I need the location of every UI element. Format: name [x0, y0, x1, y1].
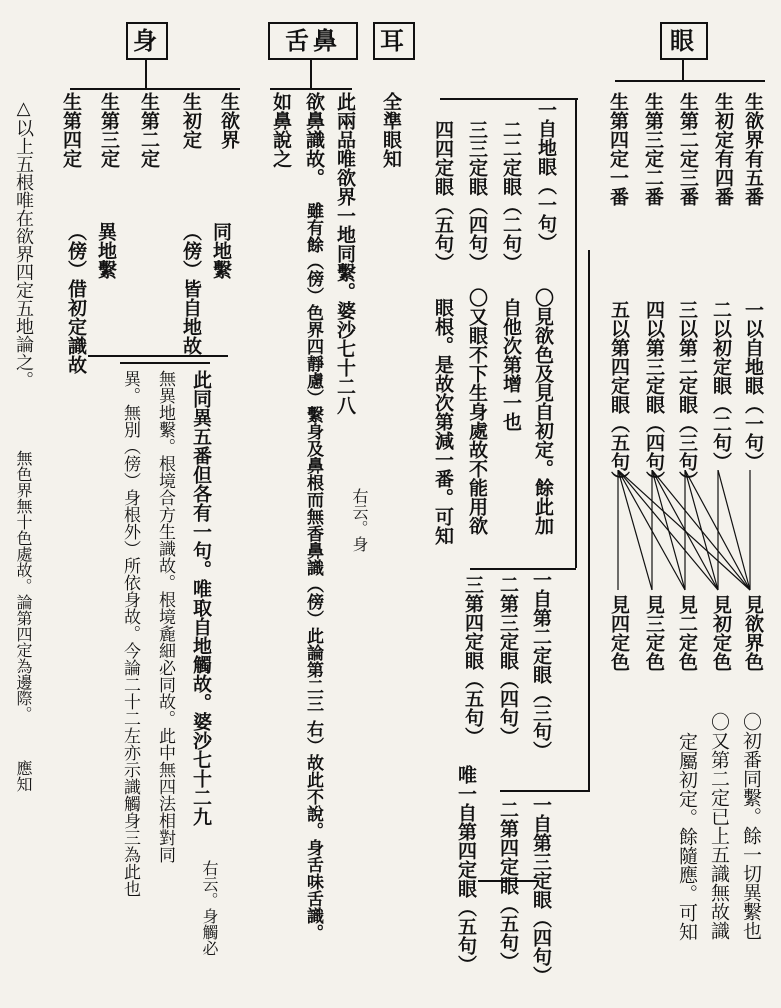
- body-mid-line: [88, 355, 228, 357]
- eye-round4-1: 一自第三定眼（四句）: [530, 795, 552, 985]
- eye-level-3: 生第二定三番: [677, 92, 699, 206]
- eye-round3-1: 一自第二定眼（三句）: [530, 570, 552, 760]
- eye-round2-3: 三三定眼（四句）: [466, 120, 488, 272]
- body-level-5: 生第四定: [60, 92, 82, 168]
- body-level-4: 生第三定: [98, 92, 120, 168]
- heading-nose-tongue: 舌鼻: [268, 22, 358, 60]
- eye-color-1: 見欲界色: [742, 595, 764, 671]
- body-c1: 此同異五番但各有一句。唯取自地觸故。婆沙七十二九: [190, 370, 212, 826]
- nose-col-2c: 右）故此不說。身舌味舌識。: [303, 720, 323, 941]
- eye-round2-note-4: 眼根。是故次第減一番。可知: [432, 298, 454, 545]
- eye-note-3: 定屬初定。餘隨應。可知: [676, 732, 698, 941]
- r4-bracket: [500, 790, 590, 792]
- nose-col-1: 此兩品唯欲界一地同繫。婆沙七十二八: [334, 92, 356, 415]
- footnote-1b: 無色界無十色處故。論第四定為邊際。: [14, 450, 33, 722]
- eye-round4-2: 二第四定眼（五句）: [497, 800, 519, 971]
- body-c1b: 右云。身觸必: [200, 860, 219, 956]
- eye-round2-note-2: 自他次第增一也: [500, 298, 522, 431]
- eye-top-stem: [682, 58, 684, 80]
- nose-col-2b: 雖有餘（傍）色界四靜慮）繫身及鼻根而無香鼻識（傍）此論第二三: [303, 202, 323, 712]
- eye-round2-note-1: 〇見欲色及見自初定。餘此加: [532, 288, 554, 535]
- eye-level-5: 生第四定一番: [607, 92, 629, 206]
- nose-col-2: 欲鼻識故。: [303, 92, 325, 187]
- footnote-1c: 應知: [14, 760, 33, 792]
- body-top-stem: [145, 58, 147, 88]
- body-top-line: [70, 88, 240, 90]
- body-same: 同地繫: [210, 222, 232, 279]
- r2-bracket: [440, 98, 578, 100]
- eye-round5: 唯一自第四定眼（五句）: [455, 765, 477, 974]
- eye-color-5: 見四定色: [608, 595, 630, 671]
- eye-round2-1: 一自地眼（一句）: [535, 100, 557, 252]
- footnote-1: △以上五根唯在欲界四定五地論之。: [13, 98, 34, 389]
- body-diff: 異地繫: [95, 222, 117, 279]
- nose-top-line: [270, 88, 352, 90]
- body-level-2: 生初定: [180, 92, 202, 149]
- body-diff-note: （傍）借初定識故: [65, 222, 87, 374]
- eye-level-2: 生初定有四番: [712, 92, 734, 206]
- heading-body: 身: [126, 22, 168, 60]
- eye-round1-1: 一以自地眼（一句）: [742, 300, 764, 471]
- eye-round2-note-3: 〇又眼不下生身處故不能用欲: [466, 288, 488, 535]
- eye-color-2: 見初定色: [710, 595, 732, 671]
- ear-text: 全準眼知: [380, 92, 402, 168]
- eye-round2-2: 二二定眼（二句）: [500, 120, 522, 272]
- r3-bracket: [470, 568, 576, 570]
- heading-eye: 眼: [660, 22, 708, 60]
- body-bottom-line: [120, 362, 210, 364]
- eye-top-line: [615, 80, 765, 82]
- nose-top-stem: [310, 58, 312, 88]
- nose-col-1b: 右云。身: [350, 488, 369, 552]
- body-c3: 異。無別（傍）身根外）所依身故。今論二十二左亦示識觸身三為此也: [120, 370, 140, 897]
- eye-note-2: 〇又第二定已上五識無故識: [708, 712, 730, 940]
- eye-color-4: 見三定色: [643, 595, 665, 671]
- eye-round1-5: 五以第四定眼（五句）: [608, 300, 630, 490]
- eye-note-1: 〇初番同繫。餘一切異繫也: [740, 712, 762, 940]
- body-same-note: （傍）皆自地故: [180, 222, 202, 355]
- eye-round3-2: 二第三定眼（四句）: [497, 575, 519, 746]
- r4-vline: [588, 250, 590, 790]
- nose-col-3: 如鼻說之: [270, 92, 292, 168]
- eye-level-1: 生欲界有五番: [742, 92, 764, 206]
- eye-level-4: 生第三定二番: [642, 92, 664, 206]
- eye-round1-2: 二以初定眼（二句）: [710, 300, 732, 471]
- r2-vline: [575, 98, 577, 568]
- body-level-1: 生欲界: [218, 92, 240, 149]
- body-level-3: 生第二定: [138, 92, 160, 168]
- eye-crossing-lines: [600, 470, 760, 595]
- heading-ear: 耳: [373, 22, 415, 60]
- eye-color-3: 見二定色: [676, 595, 698, 671]
- eye-round1-3: 三以第二定眼（三句）: [676, 300, 698, 490]
- eye-round2-4: 四四定眼（五句）: [432, 120, 454, 272]
- body-c2: 無異地繫。根境合方生識故。根境麁細必同故。此中無四法相對同: [155, 370, 175, 863]
- eye-round1-4: 四以第三定眼（四句）: [643, 300, 665, 490]
- eye-round3-3: 三第四定眼（五句）: [462, 575, 484, 746]
